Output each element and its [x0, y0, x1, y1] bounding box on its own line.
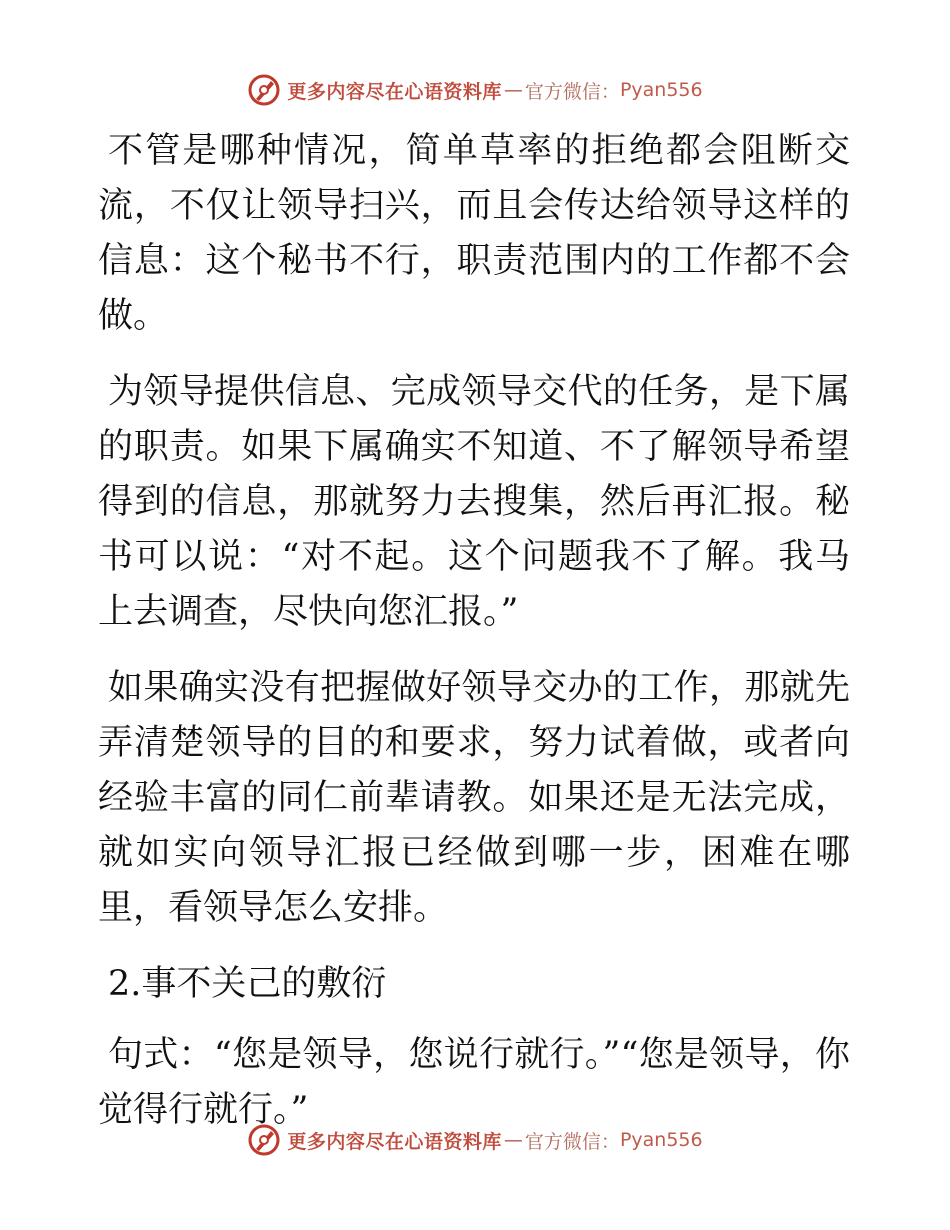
header-watermark: [0, 70, 950, 110]
paragraph-rejection: 不管是哪种情况，简单草率的拒绝都会阻断交流，不仅让领导扫兴，而且会传达给领导这样的信息：这个秘书不行，职责范围内的工作都不会做。: [98, 131, 850, 336]
paragraph-sentence-pattern: 句式：“您是领导，您说行就行。”“您是领导，你觉得行就行。”: [98, 1035, 850, 1130]
document-body: [98, 124, 850, 1159]
quill-seal-logo-icon: [247, 73, 281, 107]
paragraph-duty: 为领导提供信息、完成领导交代的任务，是下属的职责。如果下属确实不知道、不了解领导希望得到的信息，那就努力去搜集，然后再汇报。秘书可以说：“对不起。这个问题我不了解。我马上去调查，尽快向您汇报。”: [98, 372, 850, 632]
watermark-main-text: 更多内容尽在心语资料库: [287, 80, 502, 103]
watermark-wechat-id: Pyan556: [619, 79, 703, 101]
footer-watermark: [0, 1120, 950, 1160]
watermark-main-text: 更多内容尽在心语资料库: [287, 1130, 502, 1153]
watermark-dash: —: [503, 1129, 523, 1151]
watermark-wechat-id: Pyan556: [619, 1129, 703, 1151]
section-heading: 2.事不关己的敷衍: [108, 964, 387, 1004]
watermark-dash: —: [503, 79, 523, 101]
watermark-wechat-label: 官方微信：: [524, 1130, 620, 1153]
watermark-wechat-label: 官方微信：: [524, 80, 620, 103]
paragraph-uncertain-task: 如果确实没有把握做好领导交办的工作，那就先弄清楚领导的目的和要求，努力试着做，或者向经验丰富的同仁前辈请教。如果还是无法完成，就如实向领导汇报已经做到哪一步，困难在哪里，看领导怎么安排。: [98, 668, 850, 928]
quill-seal-logo-icon: [247, 1123, 281, 1157]
